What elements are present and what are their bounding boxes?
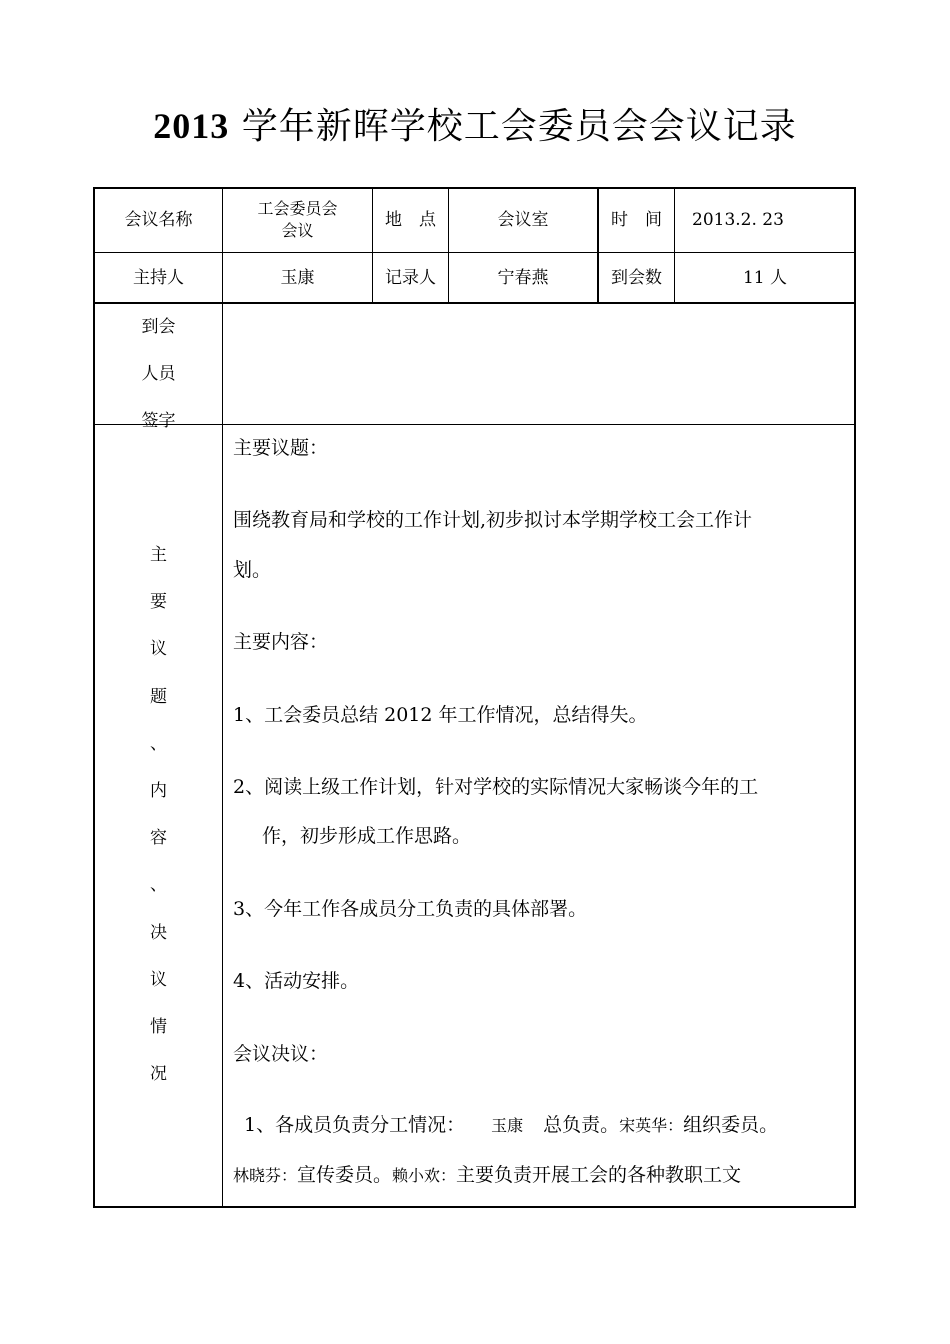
page-title: [0, 98, 950, 149]
signature-label-line: 签字: [141, 411, 176, 431]
content-label-char: 决: [150, 922, 167, 943]
content-item-4: 4、活动安排。: [233, 970, 360, 992]
decision-2-name-1: 林晓芬：: [233, 1166, 298, 1185]
decision-1-role-2: 组织委员。: [683, 1114, 779, 1136]
decision-1-name-2: 宋英华：: [619, 1116, 684, 1135]
place-label: 地 点: [385, 210, 436, 230]
content-label-char: 内: [150, 781, 167, 802]
signature-label: [95, 304, 222, 445]
decision-1-role-1: 总负责。: [543, 1114, 620, 1136]
attendance-label: 到会数: [611, 267, 662, 288]
content-item-1: 1、工会委员总结 2012 年工作情况，总结得失。: [233, 704, 648, 726]
host-value: 玉康: [280, 267, 315, 288]
decision-2-role-2: 主要负责开展工会的各种教职工文: [456, 1164, 742, 1186]
title-text: 学年新晖学校工会委员会会议记录: [229, 106, 797, 147]
content-label-char: 议: [150, 969, 167, 990]
signature-area[interactable]: [223, 304, 855, 424]
place-value: 会议室: [497, 210, 549, 230]
title-year: 2013: [153, 106, 230, 146]
content-label-char: 题: [150, 686, 167, 707]
main-content-heading: 主要内容：: [233, 631, 329, 653]
content-label: [95, 532, 222, 1098]
content-label-char: 要: [150, 592, 167, 613]
time-value: 2013.2. 23: [692, 210, 784, 230]
recorder-label: 记录人: [385, 267, 436, 288]
content-label-char: 主: [150, 545, 167, 565]
signature-label-line: 到会: [141, 317, 176, 337]
topic-line-2: 划。: [233, 559, 272, 581]
decision-1-name-1: 玉康: [491, 1116, 524, 1135]
content-label-char: 容: [150, 828, 167, 849]
decision-line-1: [244, 1110, 778, 1137]
meeting-name-line1: 工会委员会: [257, 199, 338, 218]
recorder-value: 宁春燕: [497, 267, 549, 288]
content-label-char: 、: [150, 733, 167, 754]
topic-line-1: 围绕教育局和学校的工作计划,初步拟讨本学期学校工会工作计: [233, 509, 753, 531]
content-label-char: 议: [150, 639, 167, 660]
host-label: 主持人: [133, 267, 184, 288]
content-item-3: 3、今年工作各成员分工负责的具体部署。: [233, 898, 588, 920]
content-label-char: 况: [150, 1064, 167, 1085]
meeting-name-line2: 会议: [281, 221, 314, 240]
content-item-2-line-2: 作，初步形成工作思路。: [262, 825, 472, 847]
content-label-char: 情: [150, 1017, 167, 1038]
topic-heading: 主要议题：: [233, 437, 329, 459]
decision-line-2: [233, 1160, 741, 1187]
decision-heading: 会议决议：: [233, 1043, 329, 1065]
decision-2-name-2: 赖小欢：: [392, 1166, 457, 1185]
attendance-value: 11 人: [742, 267, 788, 288]
meeting-name-label: 会议名称: [124, 210, 193, 230]
meeting-name-value: [223, 188, 372, 252]
signature-label-line: 人员: [141, 364, 176, 384]
content-label-char: 、: [150, 875, 167, 896]
decision-2-role-1: 宣传委员。: [297, 1164, 393, 1186]
time-label: 时 间: [611, 210, 662, 230]
content-item-2-line-1: 2、阅读上级工作计划，针对学校的实际情况大家畅谈今年的工: [233, 776, 759, 798]
decision-1-prefix: 1、各成员负责分工情况：: [244, 1114, 466, 1136]
